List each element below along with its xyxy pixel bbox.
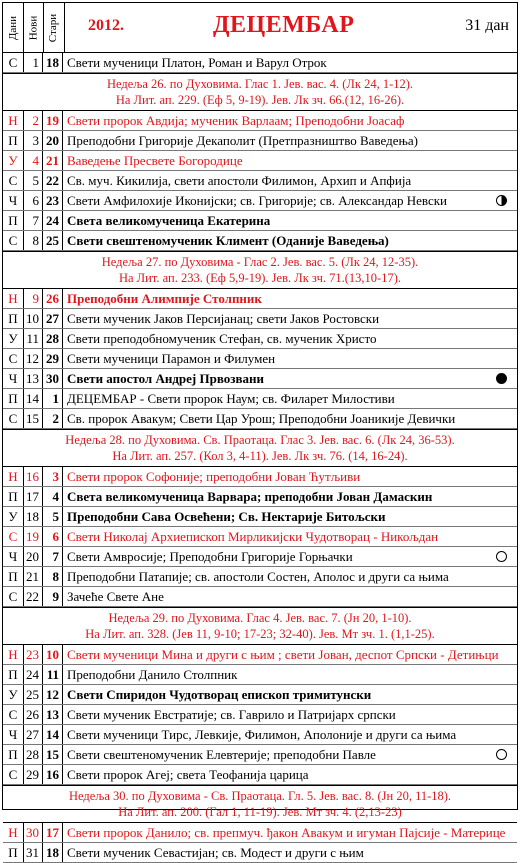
- new-date: 23: [24, 645, 43, 664]
- old-date: 18: [43, 843, 63, 862]
- weekday-letter: Ч: [3, 369, 24, 388]
- weekday-letter: Н: [3, 645, 24, 664]
- feast-text: Свети мученици Тирс, Левкије, Филимон, Аполоније и други са њима: [67, 727, 457, 742]
- feast-text: Свети мученици Мина и други с њим ; свети Јован, деспот Српски - Детињци: [67, 647, 499, 662]
- feast-text: Ваведење Пресвете Богородице: [67, 153, 243, 168]
- weekday-letter: У: [3, 685, 24, 704]
- feast-text: Свети пророк Софоније; преподобни Јован Ћутљиви: [67, 469, 361, 484]
- weekday-letter: Ч: [3, 191, 24, 210]
- old-date: 14: [43, 725, 63, 744]
- new-date: 25: [24, 685, 43, 704]
- feast-text: Свети мученици Платон, Роман и Варул Отрок: [67, 55, 327, 70]
- day-row: [3, 151, 517, 171]
- day-row: [3, 369, 517, 389]
- new-date: 20: [24, 547, 43, 566]
- weekday-letter: С: [3, 349, 24, 368]
- calendar-page: [2, 2, 518, 860]
- day-row: [3, 389, 517, 409]
- new-date: 29: [24, 765, 43, 784]
- day-row: [3, 467, 517, 487]
- day-row: [3, 823, 517, 843]
- feast-text: Свети свештеномученик Елевтерије; преподобни Павле: [63, 745, 517, 764]
- weekday-letter: С: [3, 231, 24, 250]
- old-date: 29: [43, 349, 63, 368]
- feast-text: Преподобни Сава Освећени; Св. Нектарије Битољски: [67, 509, 386, 524]
- day-row: [3, 587, 517, 607]
- day-row: [3, 745, 517, 765]
- day-row: [3, 53, 517, 73]
- sunday-reading-line: Недеља 29. по Духовима. Глас 4. Јев. вас. 7. (Јн 20, 1-10).: [108, 611, 412, 625]
- old-date: 3: [43, 467, 63, 486]
- feast-text: Свети мученик Севастијан; св. Модест и други с њим: [67, 845, 364, 860]
- old-date: 15: [43, 745, 63, 764]
- new-date: 22: [24, 587, 43, 606]
- new-date: 14: [24, 389, 43, 408]
- sunday-reading: [3, 607, 517, 645]
- new-date: 12: [24, 349, 43, 368]
- old-date: 9: [43, 587, 63, 606]
- old-date: 6: [43, 527, 63, 546]
- weekday-letter: Н: [3, 467, 24, 486]
- new-date: 8: [24, 231, 43, 250]
- calendar-header: [3, 3, 517, 53]
- new-date: 19: [24, 527, 43, 546]
- weekday-letter: П: [3, 665, 24, 684]
- old-date: 26: [43, 289, 63, 308]
- old-date: 27: [43, 309, 63, 328]
- sunday-reading-line: На Лит. ап. 233. (Еф 5,9-19). Јев. Лк зч. 71.(13,10-17).: [118, 271, 401, 285]
- old-date: 4: [43, 487, 63, 506]
- day-row: [3, 289, 517, 309]
- weekday-letter: Н: [3, 823, 24, 842]
- new-date: 21: [24, 567, 43, 586]
- feast-text: Свети Спиридон Чудотворац епископ тримитунски: [67, 687, 372, 702]
- moon-phase-icon: [496, 749, 507, 760]
- old-date: 30: [43, 369, 63, 388]
- moon-phase-icon: [496, 373, 507, 384]
- new-date: 31: [24, 843, 43, 862]
- old-date: 11: [43, 665, 63, 684]
- sunday-reading-line: Недеља 30. по Духовима - Св. Праотаца. Гл. 5. Јев. вас. 8. (Јн 20, 11-18).: [68, 789, 452, 803]
- sunday-reading-line: На Лит. ап. 328. (Јев 11, 9-10; 17-23; 32-40). Јев. Мт зч. 1. (1,1-25).: [85, 627, 435, 641]
- new-date: 16: [24, 467, 43, 486]
- moon-phase-icon: [496, 195, 507, 206]
- feast-text: Свети мученици Парамон и Филумен: [67, 351, 276, 366]
- old-date: 24: [43, 211, 63, 230]
- day-row: [3, 507, 517, 527]
- day-row: [3, 111, 517, 131]
- feast-text: Свети преподобномученик Стефан, св. мученик Христо: [67, 331, 377, 346]
- feast-text: Свети пророк Агеј; света Теофанија царица: [67, 767, 309, 782]
- old-date: 1: [43, 389, 63, 408]
- old-date: 22: [43, 171, 63, 190]
- old-date: 12: [43, 685, 63, 704]
- col-header-old: Стари: [43, 3, 65, 52]
- sunday-reading-line: Недеља 26. по Духовима. Глас 1. Јев. вас. 4. (Лк 24, 1-12).: [106, 77, 414, 91]
- old-date: 10: [43, 645, 63, 664]
- month-title: ДЕЦЕМБАР: [213, 12, 355, 38]
- old-date: 5: [43, 507, 63, 526]
- weekday-letter: Ч: [3, 547, 24, 566]
- weekday-letter: П: [3, 309, 24, 328]
- new-date: 7: [24, 211, 43, 230]
- feast-text: Свети пророк Данило; св. препмуч. ђакон Авакум и игуман Пајсије - Материце: [67, 825, 506, 840]
- feast-text: Св. муч. Кикилија, свети апостоли Филимон, Архип и Апфија: [67, 173, 412, 188]
- old-date: 18: [43, 53, 63, 72]
- sunday-reading-line: На Лит. ап. 229. (Еф 5, 9-19). Јев. Лк зч. 66.(12, 16-26).: [115, 93, 405, 107]
- old-date: 8: [43, 567, 63, 586]
- old-date: 20: [43, 131, 63, 150]
- col-header-days: Дани: [3, 3, 24, 52]
- feast-text: Свети мученик Јаков Персијанац; свети Јаков Ростовски: [67, 311, 380, 326]
- new-date: 5: [24, 171, 43, 190]
- new-date: 30: [24, 823, 43, 842]
- feast-text: Зачеће Свете Ане: [67, 589, 164, 604]
- new-date: 17: [24, 487, 43, 506]
- day-row: [3, 645, 517, 665]
- feast-text: Свети Амвросије; Преподобни Григорије Горњачки: [63, 547, 517, 566]
- sunday-reading-line: Недеља 27. по Духовима - Глас 2. Јев. вас. 5. (Лк 24, 12-35).: [101, 255, 419, 269]
- feast-text: Преподобни Патапије; св. апостоли Состен, Аполос и други са њима: [67, 569, 449, 584]
- weekday-letter: П: [3, 389, 24, 408]
- day-row: [3, 131, 517, 151]
- new-date: 24: [24, 665, 43, 684]
- old-date: 25: [43, 231, 63, 250]
- day-row: [3, 329, 517, 349]
- feast-text: Свети мученик Евстратије; св. Гаврило и Патријарх српски: [67, 707, 396, 722]
- day-row: [3, 665, 517, 685]
- new-date: 4: [24, 151, 43, 170]
- old-date: 17: [43, 823, 63, 842]
- new-date: 3: [24, 131, 43, 150]
- sunday-reading: [3, 429, 517, 467]
- day-row: [3, 527, 517, 547]
- new-date: 26: [24, 705, 43, 724]
- old-date: 7: [43, 547, 63, 566]
- new-date: 11: [24, 329, 43, 348]
- calendar-rows: [3, 53, 517, 863]
- weekday-letter: Ч: [3, 725, 24, 744]
- feast-text: Свети Амфилохије Иконијски; св. Григорије; св. Александар Невски: [63, 191, 517, 210]
- day-row: [3, 349, 517, 369]
- weekday-letter: С: [3, 705, 24, 724]
- weekday-letter: У: [3, 151, 24, 170]
- new-date: 28: [24, 745, 43, 764]
- sunday-reading-line: На Лит. ап. 200. (Гал 1, 11-19). Јев. Мт зч. 4. (2,13-23): [118, 805, 402, 819]
- new-date: 6: [24, 191, 43, 210]
- old-date: 13: [43, 705, 63, 724]
- moon-phase-icon: [496, 551, 507, 562]
- day-row: [3, 547, 517, 567]
- day-row: [3, 231, 517, 251]
- new-date: 27: [24, 725, 43, 744]
- weekday-letter: П: [3, 745, 24, 764]
- weekday-letter: С: [3, 587, 24, 606]
- day-row: [3, 309, 517, 329]
- new-date: 18: [24, 507, 43, 526]
- old-date: 28: [43, 329, 63, 348]
- day-row: [3, 487, 517, 507]
- feast-text: ДЕЦЕМБАР - Свети пророк Наум; св. Филарет Милостиви: [67, 391, 395, 406]
- sunday-reading: [3, 73, 517, 111]
- day-row: [3, 409, 517, 429]
- weekday-letter: П: [3, 211, 24, 230]
- old-date: 21: [43, 151, 63, 170]
- weekday-letter: У: [3, 329, 24, 348]
- feast-text: Света великомученица Екатерина: [67, 213, 271, 228]
- sunday-reading-line: Недеља 28. по Духовима. Св. Праотаца. Глас 3. Јев. вас. 6. (Лк 24, 36-53).: [65, 433, 455, 447]
- sunday-reading-line: На Лит. ап. 257. (Кол 3, 4-11). Јев. Лк зч. 76. (14, 16-24).: [112, 449, 408, 463]
- feast-text: Св. пророк Авакум; Свети Цар Урош; Преподобни Јоаникије Девички: [67, 411, 456, 426]
- new-date: 15: [24, 409, 43, 428]
- weekday-letter: С: [3, 527, 24, 546]
- day-row: [3, 725, 517, 745]
- day-row: [3, 765, 517, 785]
- day-row: [3, 211, 517, 231]
- new-date: 10: [24, 309, 43, 328]
- weekday-letter: С: [3, 171, 24, 190]
- weekday-letter: У: [3, 507, 24, 526]
- col-header-new: Нови: [23, 3, 44, 52]
- year-label: 2012.: [88, 17, 124, 34]
- new-date: 13: [24, 369, 43, 388]
- sunday-reading: [3, 785, 517, 823]
- feast-text: Преподобни Данило Столпник: [67, 667, 238, 682]
- old-date: 2: [43, 409, 63, 428]
- weekday-letter: П: [3, 567, 24, 586]
- feast-text: Преподобни Григорије Декаполит (Претпразништво Ваведења): [67, 133, 418, 148]
- weekday-letter: С: [3, 53, 24, 72]
- day-row: [3, 685, 517, 705]
- weekday-letter: С: [3, 409, 24, 428]
- weekday-letter: П: [3, 843, 24, 862]
- day-row: [3, 843, 517, 863]
- day-row: [3, 171, 517, 191]
- weekday-letter: С: [3, 765, 24, 784]
- feast-text: Света великомученица Варвара; преподобни Јован Дамаскин: [67, 489, 433, 504]
- feast-text: Свети апостол Андреј Првозвани: [63, 369, 517, 388]
- new-date: 9: [24, 289, 43, 308]
- old-date: 19: [43, 111, 63, 130]
- sunday-reading: [3, 251, 517, 289]
- old-date: 16: [43, 765, 63, 784]
- feast-text: Свети Николај Архиепископ Мирликијски Чудотворац - Никољдан: [67, 529, 439, 544]
- old-date: 23: [43, 191, 63, 210]
- new-date: 1: [24, 53, 43, 72]
- weekday-letter: Н: [3, 111, 24, 130]
- weekday-letter: П: [3, 131, 24, 150]
- new-date: 2: [24, 111, 43, 130]
- feast-text: Свети пророк Авдија; мученик Варлаам; Преподобни Јоасаф: [67, 113, 405, 128]
- weekday-letter: П: [3, 487, 24, 506]
- days-count: 31 дан: [465, 17, 509, 34]
- weekday-letter: Н: [3, 289, 24, 308]
- day-row: [3, 567, 517, 587]
- day-row: [3, 191, 517, 211]
- feast-text: Свети свештеномученик Климент (Оданије Ваведења): [67, 233, 389, 248]
- day-row: [3, 705, 517, 725]
- feast-text: Преподобни Алимпије Столпник: [67, 291, 262, 306]
